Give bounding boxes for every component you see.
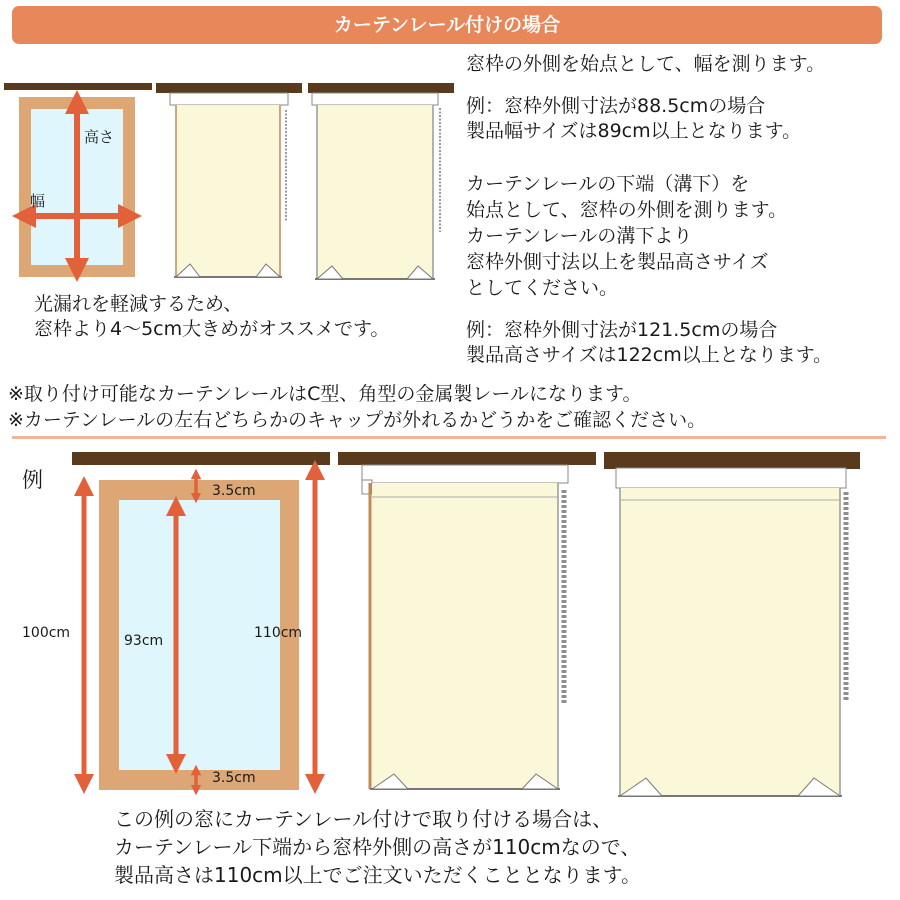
example-rail [72, 452, 330, 465]
width-example-line-1: 例：窓枠外側寸法が88.5cmの場合 [466, 95, 766, 117]
top-left-note-line-2: 窓枠より4〜5cm大きめがオススメです。 [34, 318, 390, 340]
height-intro-line-2: 始点として、窓枠の外側を測ります。 [466, 199, 788, 221]
top-rail [4, 83, 152, 90]
note-cap-check: ※カーテンレールの左右どちらかのキャップが外れるかどうかをご確認ください。 [8, 409, 707, 431]
dim-top-gap: 3.5cm [212, 483, 256, 499]
height-intro-line-3: カーテンレールの溝下より [466, 225, 693, 247]
top-left-note-line-1: 光漏れを軽減するため、 [34, 293, 243, 315]
width-label: 幅 [30, 192, 46, 210]
height-example-line-2: 製品高さサイズは122cm以上となります。 [466, 344, 833, 366]
dim-inner: 93cm [124, 633, 164, 649]
width-intro: 窓枠の外側を始点として、幅を測ります。 [466, 53, 826, 75]
height-intro-line-4: 窓枠外側寸法以上を製品高さサイズ [466, 251, 769, 273]
top-shade-2 [308, 83, 454, 279]
dim-total: 110cm [254, 625, 303, 641]
height-label: 高さ [84, 128, 115, 146]
example-shade-2 [604, 452, 860, 796]
height-intro-line-1: カーテンレールの下端（溝下）を [466, 173, 750, 195]
section-divider [12, 436, 886, 439]
example-label: 例 [22, 468, 43, 492]
width-example-line-2: 製品幅サイズは89cm以上となります。 [466, 120, 802, 142]
dim-frame: 100cm [22, 625, 71, 641]
bottom-text-line-3: 製品高さは110cm以上でご注文いただくこととなります。 [114, 863, 642, 887]
height-example-line-1: 例：窓枠外側寸法が121.5cmの場合 [466, 319, 778, 341]
height-intro-line-5: としてください。 [466, 277, 619, 299]
top-shade-1 [156, 83, 302, 277]
example-shade-1 [338, 452, 596, 789]
dim-bottom-gap: 3.5cm [212, 770, 256, 786]
bottom-text-line-2: カーテンレール下端から窓枠外側の高さが110cmなので、 [114, 835, 641, 859]
section-header: カーテンレール付けの場合 [12, 6, 882, 44]
bottom-text-line-1: この例の窓にカーテンレール付けで取り付ける場合は、 [114, 807, 613, 831]
note-rail-type: ※取り付け可能なカーテンレールはC型、角型の金属製レールになります。 [8, 383, 642, 405]
